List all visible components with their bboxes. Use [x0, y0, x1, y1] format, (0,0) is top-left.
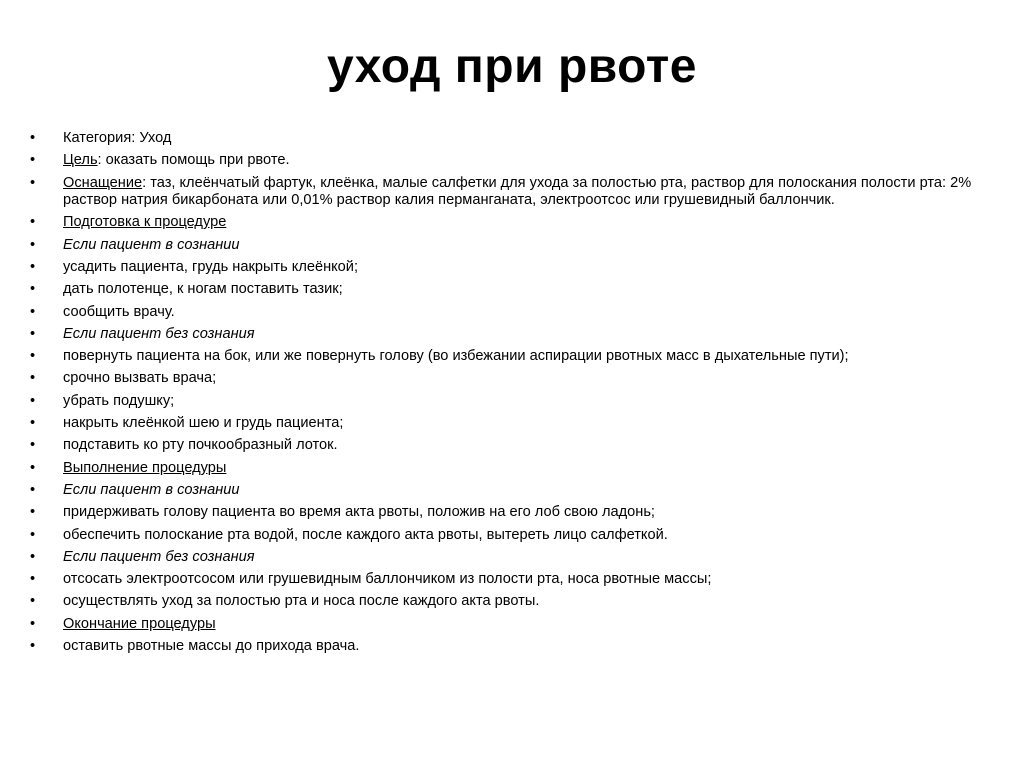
section-heading: Подготовка к процедуре: [63, 214, 227, 231]
list-item: [30, 415, 1005, 433]
list-item: [30, 214, 1005, 232]
bullet-icon: •: [30, 281, 36, 298]
list-item: [30, 571, 1005, 589]
bullet-icon: •: [30, 415, 36, 432]
condition-heading: Если пациент в сознании: [63, 481, 240, 498]
bullet-icon: •: [30, 548, 36, 565]
item-label: Оснащение: [63, 174, 143, 191]
bullet-icon: •: [30, 325, 36, 342]
bullet-icon: •: [30, 370, 36, 387]
bullet-icon: •: [30, 348, 36, 365]
item-text: усадить пациента, грудь накрыть клеёнкой;: [63, 258, 359, 275]
list-item: [30, 527, 1005, 545]
bullet-icon: •: [30, 481, 36, 498]
list-item: [30, 593, 1005, 611]
list-item: [30, 504, 1005, 522]
bullet-icon: •: [30, 303, 36, 320]
item-text: подставить ко рту почкообразный лоток.: [63, 437, 338, 454]
item-text: осуществлять уход за полостью рта и носа после каждого акта рвоты.: [63, 593, 540, 610]
item-text: повернуть пациента на бок, или же повернуть голову (во избежании аспирации рвотных масс в дыхательные пути);: [63, 348, 849, 365]
bullet-icon: •: [30, 437, 36, 454]
list-item: [30, 393, 1005, 411]
condition-heading: Если пациент в сознании: [63, 236, 240, 253]
bullet-icon: •: [30, 504, 36, 521]
bullet-icon: •: [30, 214, 36, 231]
bullet-icon: •: [30, 571, 36, 588]
item-label: Цель: [63, 152, 98, 169]
condition-heading: Если пациент без сознания: [63, 548, 255, 565]
section-heading: Выполнение процедуры: [63, 459, 227, 476]
item-text: отсосать электроотсосом или грушевидным баллончиком из полости рта, носа рвотные массы;: [63, 571, 712, 588]
list-item: [30, 326, 1005, 344]
list-item: [30, 437, 1005, 455]
bullet-icon: •: [30, 152, 36, 169]
bullet-icon: •: [30, 615, 36, 632]
item-text: обеспечить полоскание рта водой, после каждого акта рвоты, вытереть лицо салфеткой.: [63, 526, 668, 543]
list-item: [30, 281, 1005, 299]
item-text: оставить рвотные массы до прихода врача.: [63, 638, 360, 655]
list-item: [30, 549, 1005, 567]
list-item: [30, 152, 1005, 170]
list-item: [30, 259, 1005, 277]
bullet-icon: •: [30, 526, 36, 543]
bullet-icon: •: [30, 593, 36, 610]
condition-heading: Если пациент без сознания: [63, 325, 255, 342]
bullet-icon: •: [30, 638, 36, 655]
list-item: [30, 348, 1005, 366]
item-text: придерживать голову пациента во время акта рвоты, положив на его лоб свою ладонь;: [63, 504, 655, 521]
bullet-icon: •: [30, 236, 36, 253]
item-text: срочно вызвать врача;: [63, 370, 217, 387]
item-text: сообщить врачу.: [63, 303, 175, 320]
item-text: : таз, клеёнчатый фартук, клеёнка, малые салфетки для ухода за полостью рта, раствор для полоскания полости рта: 2% раствор натрия бикарбоната или 0,01% раствор калия перманганата, электроотсос или грушевидный баллончик.: [63, 174, 972, 209]
item-text: : оказать помощь при рвоте.: [97, 152, 290, 169]
list-item: [30, 370, 1005, 388]
list-item: [30, 175, 1005, 210]
slide-title: уход при рвоте: [327, 40, 697, 93]
item-text: убрать подушку;: [63, 392, 175, 409]
bullet-icon: •: [30, 130, 36, 146]
list-item: [30, 616, 1005, 634]
bullet-icon: •: [30, 459, 36, 476]
list-item: [30, 482, 1005, 500]
list-item: [30, 237, 1005, 255]
section-heading: Окончание процедуры: [63, 615, 216, 632]
item-text: дать полотенце, к ногам поставить тазик;: [63, 281, 343, 298]
list-item: [30, 304, 1005, 322]
bullet-list: [30, 130, 1005, 660]
bullet-icon: •: [30, 258, 36, 275]
list-item: [30, 460, 1005, 478]
bullet-icon: •: [30, 174, 36, 191]
list-item: [30, 638, 1005, 656]
item-text: Категория: Уход: [63, 130, 172, 146]
item-text: накрыть клеёнкой шею и грудь пациента;: [63, 415, 344, 432]
bullet-icon: •: [30, 392, 36, 409]
list-item: [30, 130, 1005, 148]
